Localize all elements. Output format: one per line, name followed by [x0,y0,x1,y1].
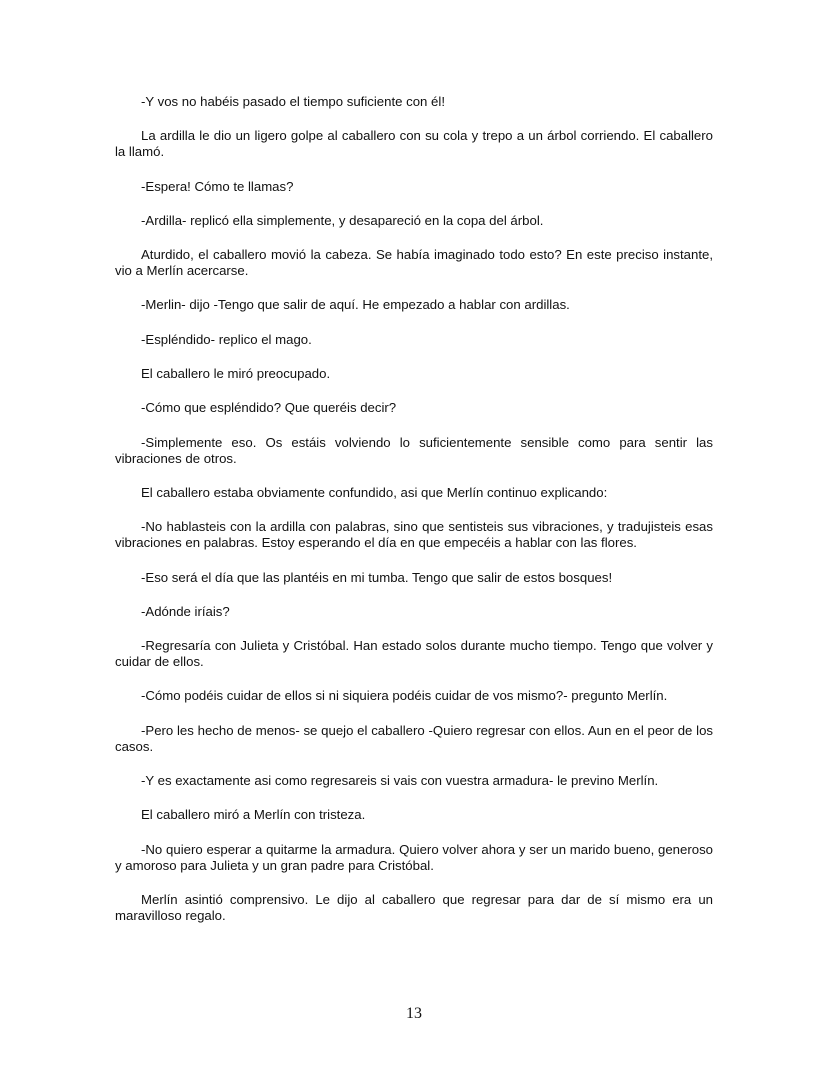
paragraph-10: -Simplemente eso. Os estáis volviendo lo suficientemente sensible como para sentir las vibraciones de otros. [115,434,713,466]
paragraph-15: -Regresaría con Julieta y Cristóbal. Han estado solos durante mucho tiempo. Tengo que volver y cuidar de ellos. [115,638,713,670]
paragraph-20: -No quiero esperar a quitarme la armadura. Quiero volver ahora y ser un marido bueno, generoso y amoroso para Julieta y un gran padre para Cristóbal. [115,841,713,873]
paragraph-13: -Eso será el día que las plantéis en mi tumba. Tengo que salir de estos bosques! [141,569,613,585]
paragraph-14: -Adónde iríais? [141,603,230,619]
paragraph-17: -Pero les hecho de menos- se quejo el caballero -Quiero regresar con ellos. Aun en el peor de los casos. [115,722,713,754]
paragraph-2: La ardilla le dio un ligero golpe al caballero con su cola y trepo a un árbol corriendo. El caballero la llamó. [115,128,713,160]
paragraph-12: -No hablasteis con la ardilla con palabras, sino que sentisteis sus vibraciones, y tradujisteis esas vibraciones en palabras. Estoy esperando el día en que empecéis a hablar con las flores. [115,519,713,551]
page-number: 13 [406,1005,422,1022]
paragraph-1: -Y vos no habéis pasado el tiempo suficiente con él! [141,94,445,109]
paragraph-4: -Ardilla- replicó ella simplemente, y desapareció en la copa del árbol. [141,212,544,228]
paragraph-8: El caballero le miró preocupado. [141,366,331,382]
paragraph-21: Merlín asintió comprensivo. Le dijo al caballero que regresar para dar de sí mismo era un maravilloso regalo. [115,891,713,923]
paragraph-11: El caballero estaba obviamente confundido, asi que Merlín continuo explicando: [141,484,608,500]
paragraph-7: -Espléndido- replico el mago. [141,331,312,347]
paragraph-16: -Cómo podéis cuidar de ellos si ni siquiera podéis cuidar de vos mismo?- pregunto Merlín. [141,688,668,704]
body-text [115,94,713,942]
paragraph-9: -Cómo que espléndido? Que queréis decir? [141,400,397,416]
paragraph-3: -Espera! Cómo te llamas? [141,178,294,194]
paragraph-18: -Y es exactamente asi como regresareis si vais con vuestra armadura- le previno Merlín. [141,773,659,789]
paragraph-5: Aturdido, el caballero movió la cabeza. Se había imaginado todo esto? En este preciso instante, vio a Merlín acercarse. [115,247,713,279]
paragraph-6: -Merlin- dijo -Tengo que salir de aquí. He empezado a hablar con ardillas. [141,297,570,313]
paragraph-19: El caballero miró a Merlín con tristeza. [141,807,366,823]
